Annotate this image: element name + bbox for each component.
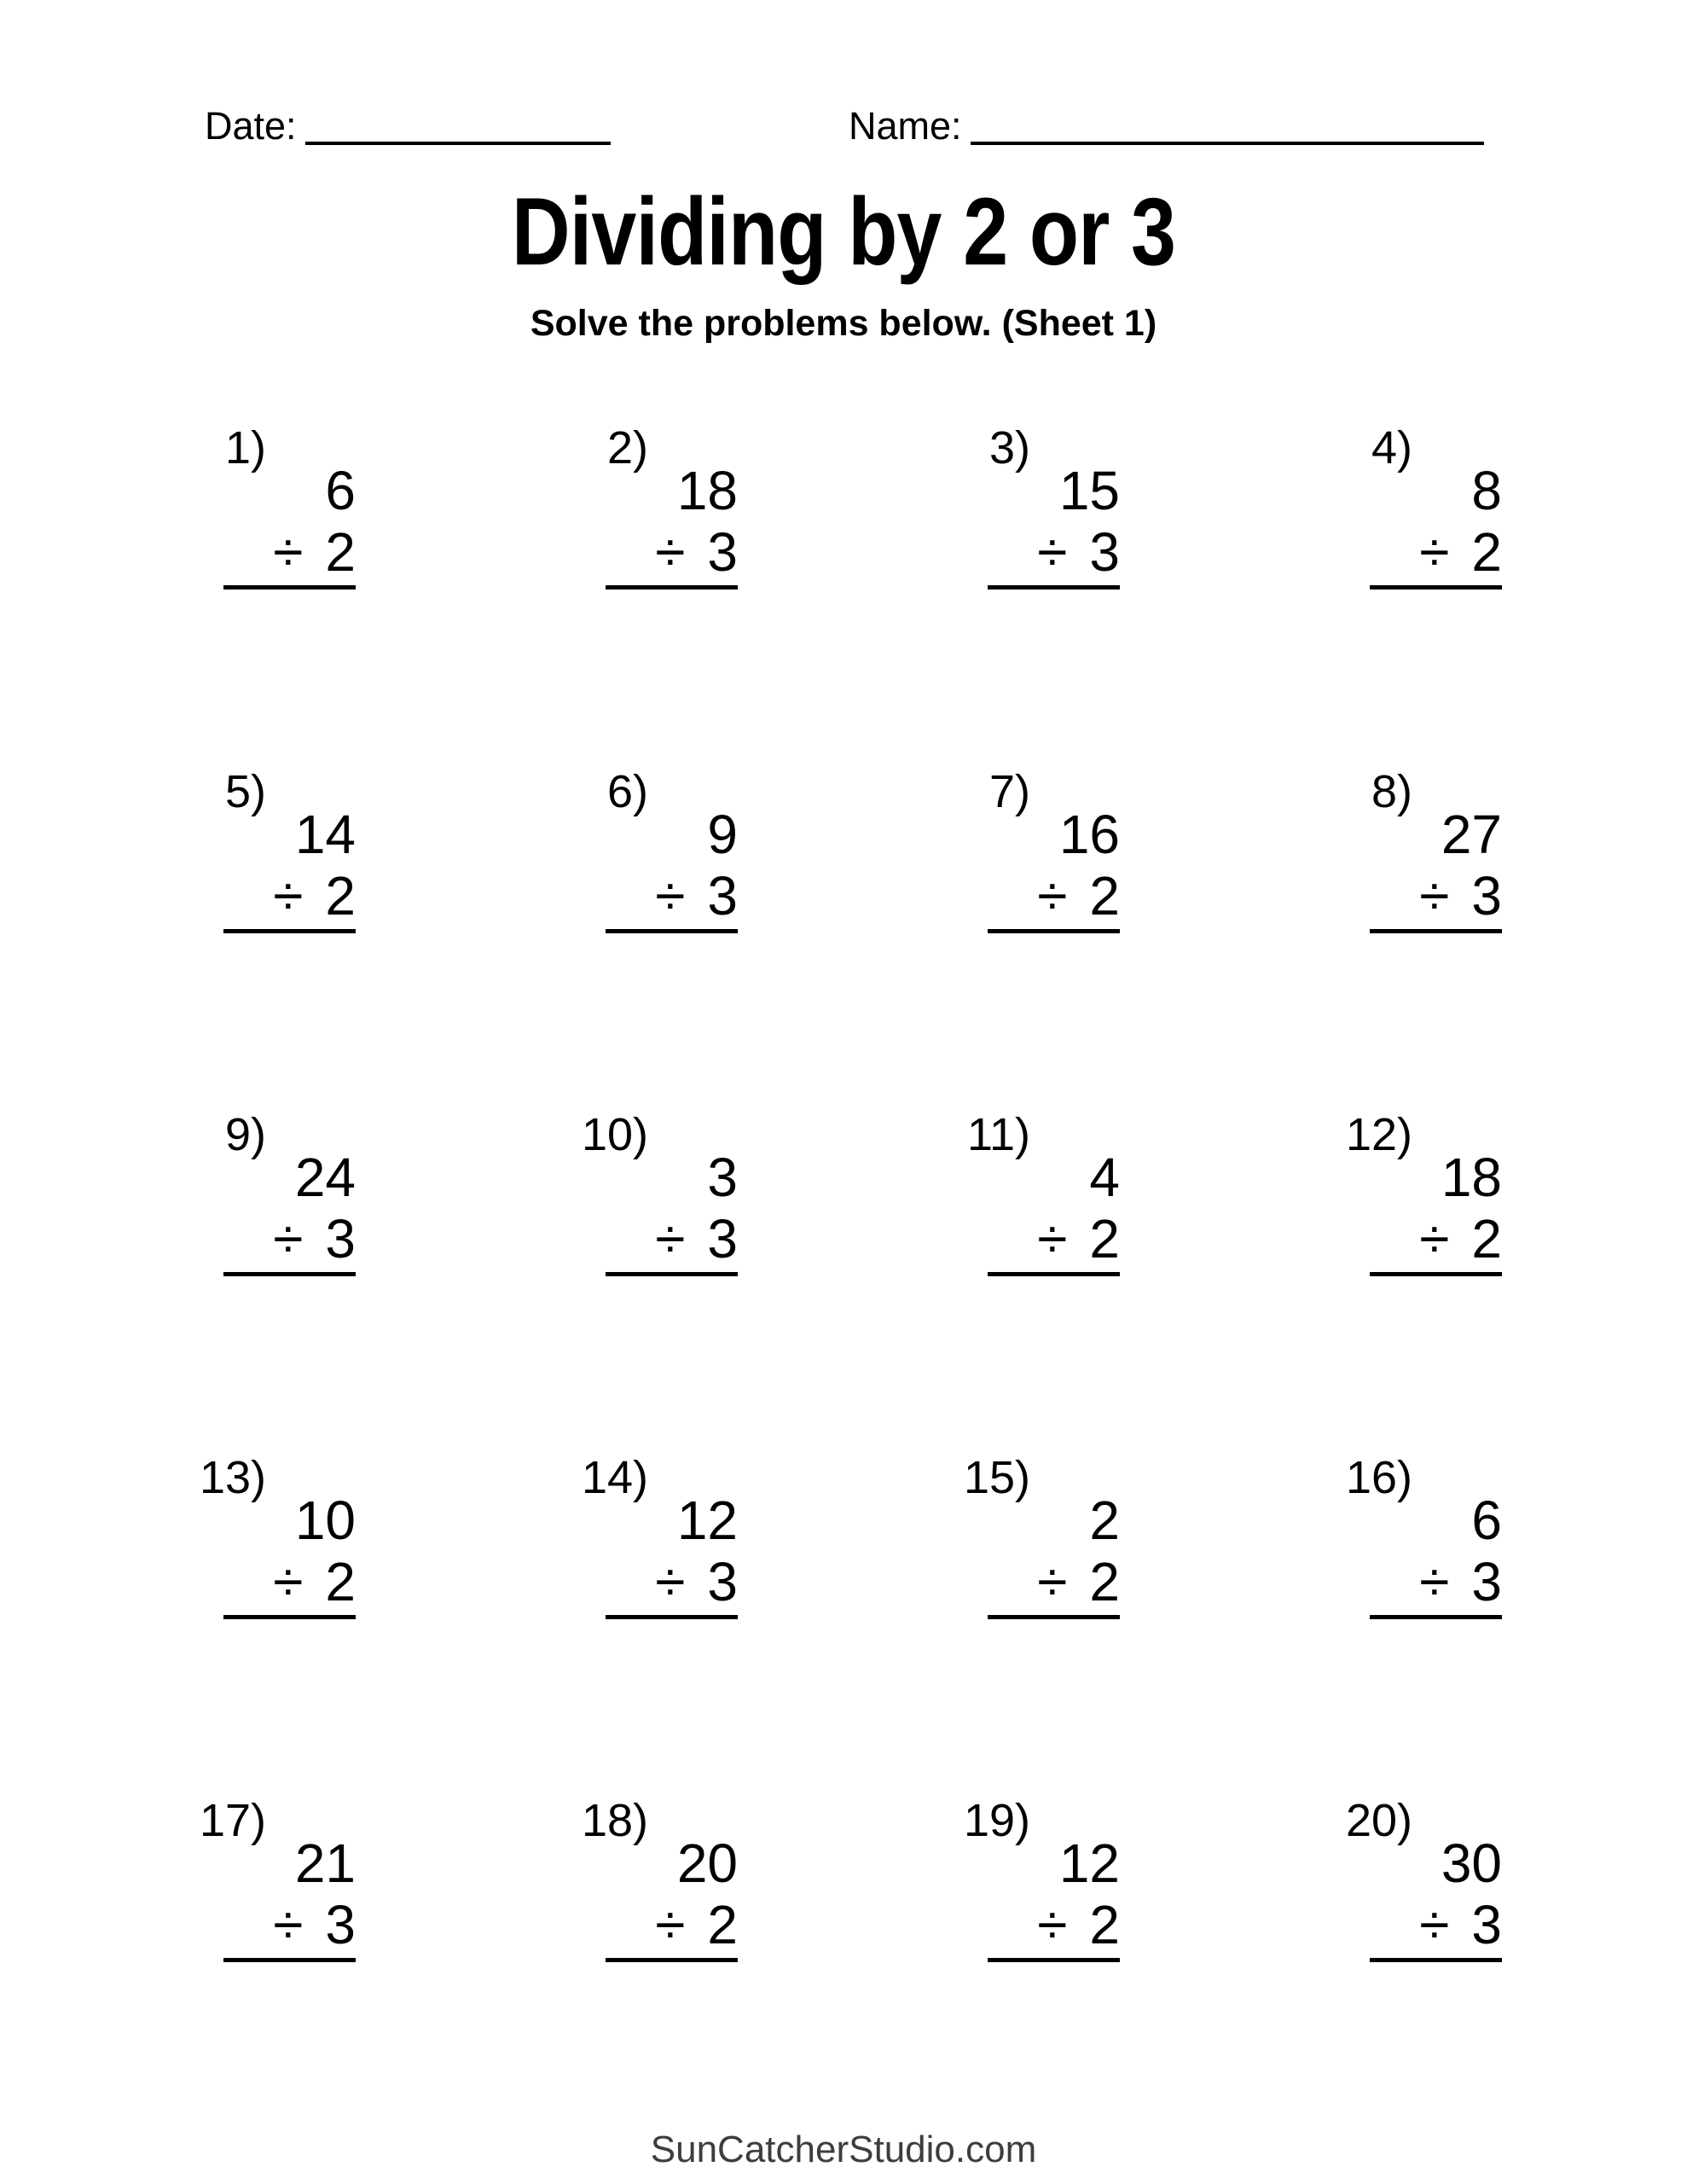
answer-line[interactable] bbox=[606, 1958, 738, 1962]
problem-cell-11 bbox=[955, 1111, 1120, 1281]
answer-line[interactable] bbox=[606, 1272, 738, 1276]
dividend: 21 bbox=[294, 1833, 356, 1894]
dividend: 2 bbox=[1089, 1490, 1120, 1551]
problem-cell-16 bbox=[1337, 1454, 1502, 1624]
divisor: 2 bbox=[325, 865, 356, 926]
divisor: 2 bbox=[325, 1551, 356, 1612]
problem-number: 5) bbox=[224, 766, 266, 817]
problem-cell-19 bbox=[955, 1797, 1120, 1967]
dividend: 24 bbox=[294, 1147, 356, 1208]
dividend: 18 bbox=[1441, 1147, 1502, 1208]
problem-number: 1) bbox=[224, 422, 266, 473]
answer-line[interactable] bbox=[223, 585, 356, 590]
divisor-row bbox=[955, 521, 1120, 583]
divisor: 2 bbox=[1089, 1894, 1120, 1955]
problem-cell-8 bbox=[1337, 768, 1502, 938]
divisor-row bbox=[191, 521, 356, 583]
divide-icon: ÷ bbox=[655, 865, 686, 926]
divisor: 3 bbox=[707, 1551, 738, 1612]
divisor-row bbox=[573, 865, 738, 926]
problem-number: 19) bbox=[963, 1795, 1030, 1846]
dividend: 4 bbox=[1089, 1147, 1120, 1208]
problem-cell-9 bbox=[191, 1111, 356, 1281]
problem-number: 3) bbox=[988, 422, 1030, 473]
answer-line[interactable] bbox=[1370, 929, 1502, 933]
problem-cell-10 bbox=[573, 1111, 738, 1281]
divisor-row bbox=[573, 1551, 738, 1612]
divisor: 2 bbox=[1089, 1551, 1120, 1612]
dividend: 12 bbox=[1058, 1833, 1120, 1894]
problem-cell-18 bbox=[573, 1797, 738, 1967]
problem-cell-20 bbox=[1337, 1797, 1502, 1967]
divisor: 3 bbox=[1089, 521, 1120, 583]
problem-number: 9) bbox=[224, 1109, 266, 1160]
answer-line[interactable] bbox=[1370, 1272, 1502, 1276]
answer-line[interactable] bbox=[223, 1615, 356, 1619]
divide-icon: ÷ bbox=[273, 865, 304, 926]
answer-line[interactable] bbox=[223, 1272, 356, 1276]
problem-cell-3 bbox=[955, 424, 1120, 595]
divide-icon: ÷ bbox=[655, 521, 686, 583]
dividend: 6 bbox=[325, 460, 356, 521]
problem-number: 17) bbox=[199, 1795, 266, 1846]
problem-number: 12) bbox=[1345, 1109, 1412, 1160]
answer-line[interactable] bbox=[606, 585, 738, 590]
divisor-row bbox=[955, 1551, 1120, 1612]
dividend: 27 bbox=[1441, 804, 1502, 865]
problem-number: 18) bbox=[581, 1795, 648, 1846]
dividend: 20 bbox=[676, 1833, 738, 1894]
problem-number: 15) bbox=[963, 1452, 1030, 1503]
dividend: 10 bbox=[294, 1490, 356, 1551]
divide-icon: ÷ bbox=[273, 1551, 304, 1612]
divisor: 3 bbox=[325, 1894, 356, 1955]
problem-cell-2 bbox=[573, 424, 738, 595]
problem-cell-1 bbox=[191, 424, 356, 595]
divisor-row bbox=[955, 1208, 1120, 1269]
problem-number: 11) bbox=[966, 1109, 1030, 1160]
divisor-row bbox=[1337, 1208, 1502, 1269]
problem-number: 6) bbox=[606, 766, 648, 817]
footer-site-text: SunCatcherStudio.com bbox=[650, 2129, 1037, 2170]
divisor-row bbox=[1337, 865, 1502, 926]
problem-cell-6 bbox=[573, 768, 738, 938]
name-label: Name: bbox=[849, 104, 962, 148]
problem-cell-15 bbox=[955, 1454, 1120, 1624]
problem-number: 4) bbox=[1371, 422, 1412, 473]
answer-line[interactable] bbox=[1370, 1615, 1502, 1619]
page-subtitle: Solve the problems below. (Sheet 1) bbox=[530, 303, 1157, 344]
divisor-row bbox=[1337, 521, 1502, 583]
problem-cell-4 bbox=[1337, 424, 1502, 595]
dividend: 9 bbox=[707, 804, 738, 865]
dividend: 30 bbox=[1441, 1833, 1502, 1894]
problem-number: 7) bbox=[988, 766, 1030, 817]
divisor: 3 bbox=[1471, 1894, 1502, 1955]
divide-icon: ÷ bbox=[1037, 1894, 1068, 1955]
divide-icon: ÷ bbox=[1419, 1208, 1450, 1269]
answer-line[interactable] bbox=[606, 929, 738, 933]
answer-line[interactable] bbox=[988, 929, 1120, 933]
date-label: Date: bbox=[205, 104, 297, 148]
answer-line[interactable] bbox=[223, 929, 356, 933]
problem-cell-17 bbox=[191, 1797, 356, 1967]
divisor: 3 bbox=[1471, 1551, 1502, 1612]
problem-number: 16) bbox=[1345, 1452, 1412, 1503]
divisor-row bbox=[955, 1896, 1120, 1954]
divisor: 3 bbox=[707, 1208, 738, 1269]
answer-line[interactable] bbox=[1370, 1958, 1502, 1962]
date-blank-line[interactable] bbox=[305, 142, 611, 145]
divisor-row bbox=[191, 1896, 356, 1954]
divisor: 2 bbox=[1471, 1208, 1502, 1269]
page-title: Dividing by 2 or 3 bbox=[511, 178, 1176, 285]
divisor-row bbox=[191, 1551, 356, 1612]
divisor-row bbox=[1337, 1551, 1502, 1612]
problem-number: 2) bbox=[606, 422, 648, 473]
problem-number: 14) bbox=[581, 1452, 648, 1503]
divide-icon: ÷ bbox=[1037, 865, 1068, 926]
dividend: 8 bbox=[1471, 460, 1502, 521]
divisor-row bbox=[191, 865, 356, 926]
divide-icon: ÷ bbox=[655, 1894, 686, 1955]
divide-icon: ÷ bbox=[273, 521, 304, 583]
dividend: 3 bbox=[707, 1147, 738, 1208]
divisor: 2 bbox=[1471, 521, 1502, 583]
problem-number: 20) bbox=[1345, 1795, 1412, 1846]
dividend: 16 bbox=[1058, 804, 1120, 865]
date-field bbox=[205, 104, 611, 148]
answer-line[interactable] bbox=[988, 1958, 1120, 1962]
divide-icon: ÷ bbox=[273, 1208, 304, 1269]
divide-icon: ÷ bbox=[1419, 521, 1450, 583]
answer-line[interactable] bbox=[223, 1958, 356, 1962]
divide-icon: ÷ bbox=[1419, 1894, 1450, 1955]
divisor: 2 bbox=[1089, 1208, 1120, 1269]
divide-icon: ÷ bbox=[1419, 865, 1450, 926]
dividend: 18 bbox=[676, 460, 738, 521]
divisor-row bbox=[573, 1208, 738, 1269]
dividend: 15 bbox=[1058, 460, 1120, 521]
divisor-row bbox=[955, 865, 1120, 926]
dividend: 12 bbox=[676, 1490, 738, 1551]
problem-number: 13) bbox=[199, 1452, 266, 1503]
problem-cell-14 bbox=[573, 1454, 738, 1624]
divisor: 2 bbox=[1089, 865, 1120, 926]
divide-icon: ÷ bbox=[1037, 1208, 1068, 1269]
divisor: 3 bbox=[325, 1208, 356, 1269]
divisor-row bbox=[191, 1208, 356, 1269]
problem-cell-12 bbox=[1337, 1111, 1502, 1281]
divisor-row bbox=[573, 521, 738, 583]
divide-icon: ÷ bbox=[1037, 1551, 1068, 1612]
divisor: 3 bbox=[707, 865, 738, 926]
problem-cell-13 bbox=[191, 1454, 356, 1624]
name-field bbox=[849, 104, 1484, 148]
problem-cell-7 bbox=[955, 768, 1120, 938]
divisor: 3 bbox=[707, 521, 738, 583]
answer-line[interactable] bbox=[1370, 585, 1502, 590]
divisor-row bbox=[573, 1896, 738, 1954]
problem-number: 10) bbox=[581, 1109, 648, 1160]
divisor: 2 bbox=[707, 1894, 738, 1955]
divisor: 2 bbox=[325, 521, 356, 583]
problem-cell-5 bbox=[191, 768, 356, 938]
divide-icon: ÷ bbox=[1037, 521, 1068, 583]
answer-line[interactable] bbox=[988, 1272, 1120, 1276]
answer-line[interactable] bbox=[988, 1615, 1120, 1619]
divide-icon: ÷ bbox=[655, 1551, 686, 1612]
divide-icon: ÷ bbox=[273, 1894, 304, 1955]
divide-icon: ÷ bbox=[655, 1208, 686, 1269]
name-blank-line[interactable] bbox=[971, 142, 1484, 145]
dividend: 14 bbox=[294, 804, 356, 865]
answer-line[interactable] bbox=[606, 1615, 738, 1619]
divisor-row bbox=[1337, 1896, 1502, 1954]
dividend: 6 bbox=[1471, 1490, 1502, 1551]
divisor: 3 bbox=[1471, 865, 1502, 926]
answer-line[interactable] bbox=[988, 585, 1120, 590]
problem-number: 8) bbox=[1371, 766, 1412, 817]
divide-icon: ÷ bbox=[1419, 1551, 1450, 1612]
